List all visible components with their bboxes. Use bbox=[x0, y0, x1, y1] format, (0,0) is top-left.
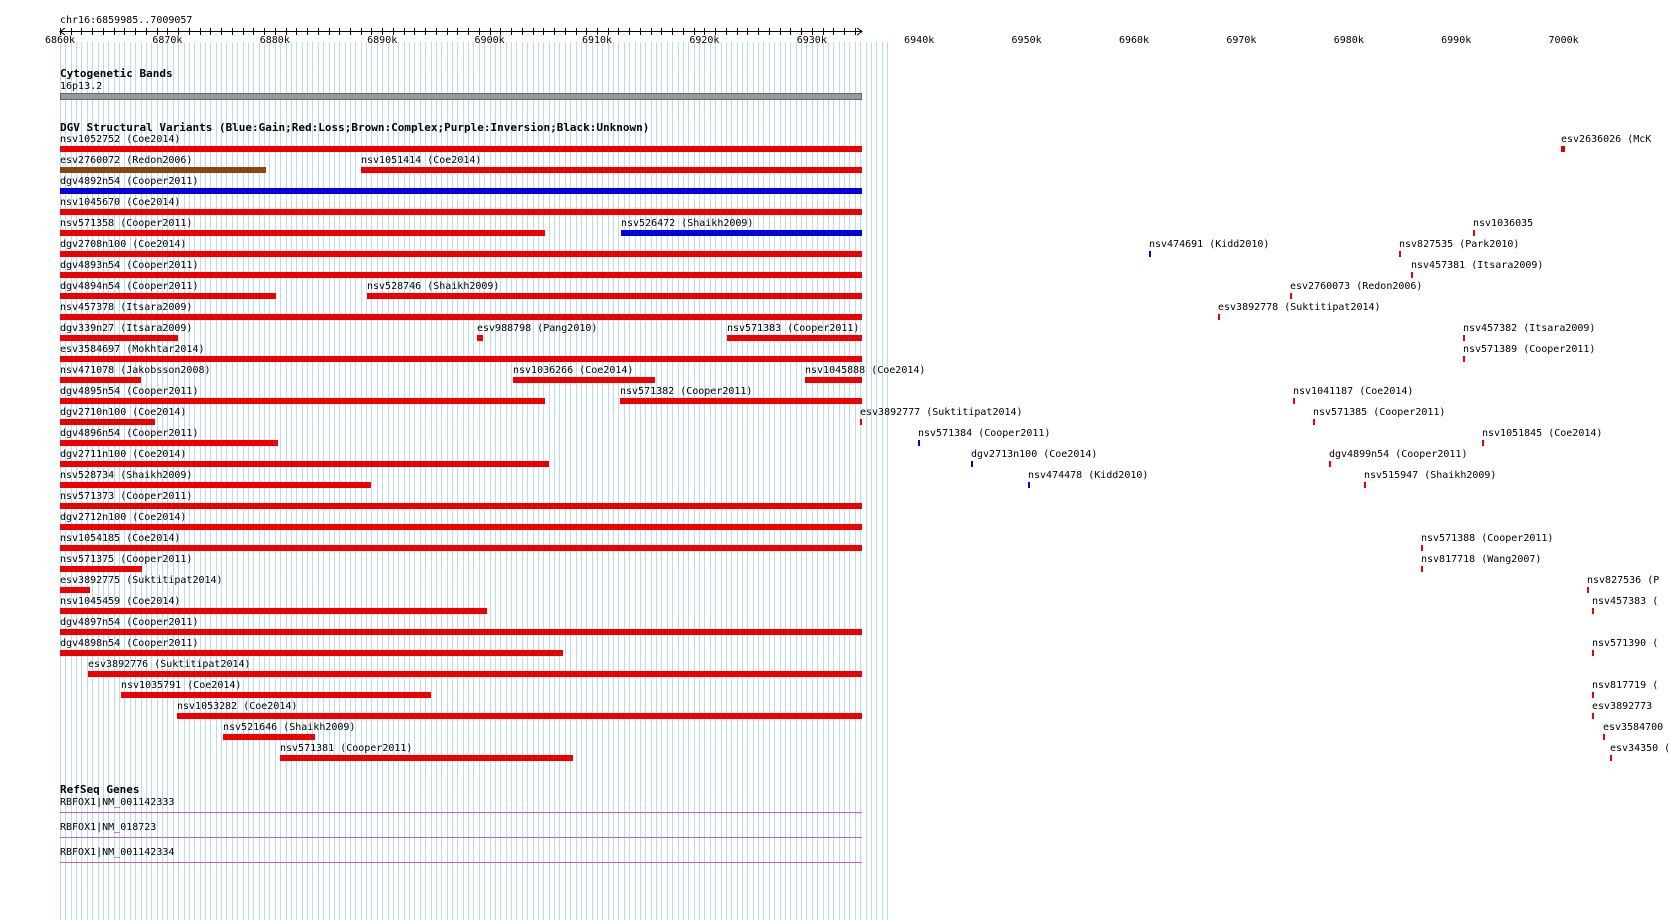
variant-label[interactable]: nsv528734 (Shaikh2009) bbox=[60, 470, 193, 481]
variant-bar-complex[interactable] bbox=[60, 167, 266, 173]
variant-label[interactable]: nsv571389 (Cooper2011) bbox=[1463, 344, 1596, 355]
variant-label[interactable]: esv3892775 (Suktitipat2014) bbox=[60, 575, 223, 586]
cytoband-label[interactable]: 16p13.2 bbox=[60, 81, 103, 92]
variant-bar-loss[interactable] bbox=[60, 587, 90, 593]
gene-label[interactable]: RBFOX1|NM_001142334 bbox=[60, 847, 175, 858]
variant-bar-loss[interactable] bbox=[60, 482, 371, 488]
ruler-tick-label: 6870k bbox=[152, 35, 183, 46]
variant-bar-loss[interactable] bbox=[60, 524, 862, 530]
variant-bar-loss[interactable] bbox=[60, 398, 545, 404]
variant-label[interactable]: nsv571358 (Cooper2011) bbox=[60, 218, 193, 229]
variant-bar-loss[interactable] bbox=[280, 755, 573, 761]
variant-label[interactable]: dgv4899n54 (Cooper2011) bbox=[1329, 449, 1468, 460]
variant-bar-loss[interactable] bbox=[513, 377, 655, 383]
variant-label[interactable]: dgv4896n54 (Cooper2011) bbox=[60, 428, 199, 439]
cytoband-track-title: Cytogenetic Bands bbox=[60, 67, 173, 80]
variant-label[interactable]: nsv827535 (Park2010) bbox=[1399, 239, 1520, 250]
ruler-tick-label: 6970k bbox=[1226, 35, 1257, 46]
variant-label[interactable]: nsv1053282 (Coe2014) bbox=[177, 701, 298, 712]
dgv-track-title: DGV Structural Variants (Blue:Gain;Red:Loss;Brown:Complex;Purple:Inversion;Black:Unknown) bbox=[60, 121, 650, 134]
variant-bar-loss[interactable] bbox=[1592, 650, 1594, 656]
variant-label[interactable]: esv2760073 (Redon2006) bbox=[1290, 281, 1423, 292]
ruler-range-label: chr16:6859985..7009057 bbox=[60, 15, 193, 26]
ruler-tick-label: 7000k bbox=[1548, 35, 1579, 46]
variant-bar-loss[interactable] bbox=[1329, 461, 1331, 467]
variant-bar-loss[interactable] bbox=[60, 629, 862, 635]
variant-bar-loss[interactable] bbox=[1411, 272, 1413, 278]
variant-bar-loss[interactable] bbox=[60, 146, 862, 152]
variant-label[interactable]: esv34350 ( bbox=[1610, 743, 1670, 754]
variant-label[interactable]: nsv1036266 (Coe2014) bbox=[513, 365, 634, 376]
variant-label[interactable]: nsv571373 (Cooper2011) bbox=[60, 491, 193, 502]
variant-label[interactable]: nsv1041187 (Coe2014) bbox=[1293, 386, 1414, 397]
variant-label[interactable]: dgv4894n54 (Cooper2011) bbox=[60, 281, 199, 292]
variant-bar-loss[interactable] bbox=[1218, 314, 1220, 320]
variant-bar-loss[interactable] bbox=[1463, 335, 1465, 341]
cytoband-bar[interactable] bbox=[60, 93, 862, 100]
variant-label[interactable]: nsv528746 (Shaikh2009) bbox=[367, 281, 500, 292]
variant-label[interactable]: dgv2710n100 (Coe2014) bbox=[60, 407, 187, 418]
variant-label[interactable]: nsv571383 (Cooper2011) bbox=[727, 323, 860, 334]
ruler-tick-label: 6950k bbox=[1011, 35, 1042, 46]
ruler-tick-label: 6990k bbox=[1441, 35, 1472, 46]
variant-label[interactable]: esv3584697 (Mokhtar2014) bbox=[60, 344, 205, 355]
variant-bar-loss[interactable] bbox=[1482, 440, 1484, 446]
variant-bar-loss[interactable] bbox=[60, 545, 862, 551]
variant-label[interactable]: dgv4892n54 (Cooper2011) bbox=[60, 176, 199, 187]
variant-label[interactable]: nsv571390 ( bbox=[1592, 638, 1659, 649]
variant-bar-gain[interactable] bbox=[918, 440, 920, 446]
gene-label[interactable]: RBFOX1|NM_001142333 bbox=[60, 797, 175, 808]
ruler-tick-label: 6920k bbox=[689, 35, 720, 46]
variant-label[interactable]: esv2760072 (Redon2006) bbox=[60, 155, 193, 166]
variant-bar-loss[interactable] bbox=[60, 566, 142, 572]
variant-label[interactable]: nsv471078 (Jakobsson2008) bbox=[60, 365, 211, 376]
variant-label[interactable]: nsv1051414 (Coe2014) bbox=[361, 155, 482, 166]
ruler-tick-label: 6860k bbox=[44, 35, 76, 46]
ruler-tick-label: 6910k bbox=[581, 35, 613, 46]
ruler-tick-label: 6930k bbox=[796, 35, 827, 46]
variant-bar-loss[interactable] bbox=[121, 692, 431, 698]
variant-label[interactable]: dgv2713n100 (Coe2014) bbox=[971, 449, 1098, 460]
variant-label[interactable]: esv2636026 (McK bbox=[1561, 134, 1652, 145]
variant-label[interactable]: nsv571382 (Cooper2011) bbox=[620, 386, 753, 397]
variant-bar-loss[interactable] bbox=[1313, 419, 1315, 425]
gene-model-line[interactable] bbox=[60, 837, 862, 838]
variant-bar-loss[interactable] bbox=[60, 608, 487, 614]
variant-bar-loss[interactable] bbox=[60, 461, 549, 467]
variant-label[interactable]: nsv457383 ( bbox=[1592, 596, 1659, 607]
variant-label[interactable]: esv3892773 bbox=[1592, 701, 1653, 712]
variant-bar-loss[interactable] bbox=[1421, 566, 1423, 572]
variant-label[interactable]: nsv1045888 (Coe2014) bbox=[805, 365, 926, 376]
variant-bar-loss[interactable] bbox=[477, 335, 483, 341]
variant-label[interactable]: nsv474478 (Kidd2010) bbox=[1028, 470, 1149, 481]
variant-bar-loss[interactable] bbox=[177, 713, 862, 719]
variant-bar-gain[interactable] bbox=[621, 230, 862, 236]
variant-bar-loss[interactable] bbox=[60, 377, 141, 383]
variant-bar-loss[interactable] bbox=[805, 377, 862, 383]
ruler-axis bbox=[0, 0, 890, 50]
variant-label[interactable]: nsv827536 (P bbox=[1587, 575, 1660, 586]
variant-bar-gain[interactable] bbox=[1149, 251, 1151, 257]
variant-bar-loss[interactable] bbox=[361, 167, 862, 173]
variant-bar-gain[interactable] bbox=[60, 188, 862, 194]
variant-bar-loss[interactable] bbox=[1587, 587, 1589, 593]
variant-bar-loss[interactable] bbox=[60, 314, 862, 320]
variant-label[interactable]: dgv2711n100 (Coe2014) bbox=[60, 449, 187, 460]
variant-label[interactable]: nsv571385 (Cooper2011) bbox=[1313, 407, 1446, 418]
ruler-tick-label: 6900k bbox=[474, 35, 505, 46]
variant-label[interactable]: dgv2712n100 (Coe2014) bbox=[60, 512, 187, 523]
variant-bar-gain[interactable] bbox=[1028, 482, 1030, 488]
variant-bar-loss[interactable] bbox=[1290, 293, 1292, 299]
refseq-track-title: RefSeq Genes bbox=[60, 783, 140, 796]
ruler-tick-label: 6940k bbox=[904, 35, 935, 46]
variant-label[interactable]: nsv571388 (Cooper2011) bbox=[1421, 533, 1554, 544]
variant-label[interactable]: dgv4893n54 (Cooper2011) bbox=[60, 260, 199, 271]
variant-bar-gain[interactable] bbox=[971, 461, 973, 467]
variant-label[interactable]: esv3892778 (Suktitipat2014) bbox=[1218, 302, 1381, 313]
variant-bar-loss[interactable] bbox=[1592, 692, 1594, 698]
variant-bar-loss[interactable] bbox=[223, 734, 315, 740]
variant-label[interactable]: nsv1045670 (Coe2014) bbox=[60, 197, 181, 208]
variant-label[interactable]: dgv339n27 (Itsara2009) bbox=[60, 323, 193, 334]
variant-label[interactable]: nsv1035791 (Coe2014) bbox=[121, 680, 242, 691]
variant-bar-loss[interactable] bbox=[1603, 734, 1605, 740]
variant-bar-loss[interactable] bbox=[1463, 356, 1465, 362]
variant-bar-loss[interactable] bbox=[60, 419, 155, 425]
variant-bar-loss[interactable] bbox=[1610, 755, 1612, 761]
variant-label[interactable]: nsv457378 (Itsara2009) bbox=[60, 302, 193, 313]
variant-label[interactable]: nsv571375 (Cooper2011) bbox=[60, 554, 193, 565]
variant-label[interactable]: nsv457381 (Itsara2009) bbox=[1411, 260, 1544, 271]
variant-bar-loss[interactable] bbox=[1473, 230, 1475, 236]
variant-label[interactable]: nsv817718 (Wang2007) bbox=[1421, 554, 1542, 565]
gene-model-line[interactable] bbox=[60, 862, 862, 863]
variant-label[interactable]: nsv817719 ( bbox=[1592, 680, 1659, 691]
variant-label[interactable]: nsv571384 (Cooper2011) bbox=[918, 428, 1051, 439]
variant-label[interactable]: dgv4897n54 (Cooper2011) bbox=[60, 617, 199, 628]
variant-bar-loss[interactable] bbox=[1293, 398, 1295, 404]
variant-label[interactable]: nsv1036035 bbox=[1473, 218, 1534, 229]
ruler-tick-label: 6960k bbox=[1118, 35, 1150, 46]
ruler-tick-label: 6880k bbox=[259, 35, 290, 46]
variant-bar-loss[interactable] bbox=[727, 335, 862, 341]
variant-label[interactable]: nsv1051845 (Coe2014) bbox=[1482, 428, 1603, 439]
variant-bar-loss[interactable] bbox=[60, 209, 862, 215]
variant-label[interactable]: nsv457382 (Itsara2009) bbox=[1463, 323, 1596, 334]
variant-label[interactable]: nsv474691 (Kidd2010) bbox=[1149, 239, 1270, 250]
variant-label[interactable]: esv3892776 (Suktitipat2014) bbox=[88, 659, 251, 670]
variant-label[interactable]: nsv1045459 (Coe2014) bbox=[60, 596, 181, 607]
variant-label[interactable]: nsv1054185 (Coe2014) bbox=[60, 533, 181, 544]
variant-bar-loss[interactable] bbox=[60, 503, 862, 509]
variant-label[interactable]: esv3892777 (Suktitipat2014) bbox=[860, 407, 1023, 418]
variant-bar-loss[interactable] bbox=[620, 398, 862, 404]
variant-bar-loss[interactable] bbox=[60, 272, 862, 278]
variant-bar-loss[interactable] bbox=[60, 230, 545, 236]
ruler-tick-label: 6980k bbox=[1333, 35, 1364, 46]
variant-label[interactable]: nsv571381 (Cooper2011) bbox=[280, 743, 413, 754]
variant-label[interactable]: dgv4898n54 (Cooper2011) bbox=[60, 638, 199, 649]
gene-model-line[interactable] bbox=[60, 812, 862, 813]
variant-bar-loss[interactable] bbox=[60, 293, 276, 299]
variant-bar-loss[interactable] bbox=[60, 440, 278, 446]
variant-bar-loss[interactable] bbox=[1399, 251, 1401, 257]
variant-label[interactable]: esv988798 (Pang2010) bbox=[477, 323, 598, 334]
variant-label[interactable]: dgv4895n54 (Cooper2011) bbox=[60, 386, 199, 397]
variant-bar-loss[interactable] bbox=[88, 671, 862, 677]
variant-bar-loss[interactable] bbox=[60, 335, 178, 341]
variant-bar-loss[interactable] bbox=[60, 650, 563, 656]
variant-bar-loss[interactable] bbox=[60, 356, 862, 362]
variant-label[interactable]: nsv521646 (Shaikh2009) bbox=[223, 722, 356, 733]
variant-bar-loss[interactable] bbox=[60, 251, 862, 257]
variant-label[interactable]: nsv526472 (Shaikh2009) bbox=[621, 218, 754, 229]
gene-label[interactable]: RBFOX1|NM_018723 bbox=[60, 822, 157, 833]
variant-bar-loss[interactable] bbox=[1592, 713, 1594, 719]
variant-label[interactable]: esv3584700 bbox=[1603, 722, 1664, 733]
variant-label[interactable]: dgv2708n100 (Coe2014) bbox=[60, 239, 187, 250]
variant-bar-loss[interactable] bbox=[367, 293, 862, 299]
variant-bar-loss[interactable] bbox=[1364, 482, 1366, 488]
variant-bar-loss[interactable] bbox=[860, 419, 862, 425]
variant-bar-loss[interactable] bbox=[1561, 146, 1565, 152]
variant-label[interactable]: nsv1052752 (Coe2014) bbox=[60, 134, 181, 145]
variant-label[interactable]: nsv515947 (Shaikh2009) bbox=[1364, 470, 1497, 481]
variant-bar-loss[interactable] bbox=[1421, 545, 1423, 551]
variant-bar-loss[interactable] bbox=[1592, 608, 1594, 614]
ruler-tick-label: 6890k bbox=[367, 35, 398, 46]
